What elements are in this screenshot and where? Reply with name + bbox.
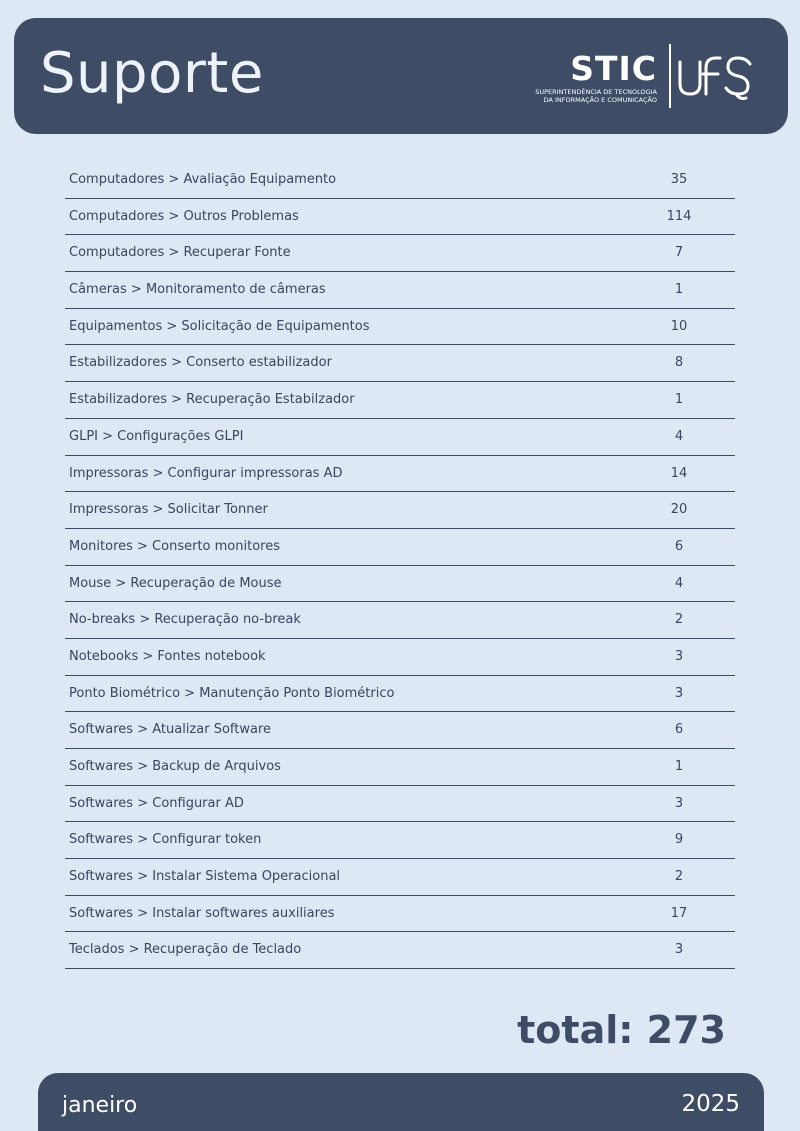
table-row <box>65 676 735 713</box>
row-count-value: 4 <box>674 428 684 444</box>
row-count-value: 3 <box>674 795 684 811</box>
row-count-value: 7 <box>674 245 684 261</box>
footer-banner <box>38 1073 764 1131</box>
row-count-value: 6 <box>674 722 684 738</box>
row-count-value: 10 <box>670 318 688 334</box>
row-category-label: No-breaks > Recuperação no-break <box>69 612 301 628</box>
table-row <box>65 235 735 272</box>
row-category-label: Softwares > Configurar token <box>69 832 262 848</box>
row-count-value: 35 <box>670 172 688 187</box>
row-category-label: Softwares > Instalar Sistema Operacional <box>69 869 341 885</box>
table-row <box>65 639 735 676</box>
row-count-value: 6 <box>674 538 684 554</box>
table-row <box>65 859 735 896</box>
footer-year: 2025 <box>681 1091 740 1117</box>
row-category-label: Monitores > Conserto monitores <box>69 538 280 554</box>
table-row <box>65 272 735 309</box>
support-table <box>65 162 735 969</box>
row-category-label: Softwares > Configurar AD <box>69 795 244 811</box>
row-category-label: Softwares > Backup de Arquivos <box>69 759 281 774</box>
table-row <box>65 199 735 236</box>
row-count-value: 17 <box>670 905 688 921</box>
table-row <box>65 456 735 493</box>
row-count-value: 20 <box>670 502 688 518</box>
logo-divider <box>669 44 671 108</box>
row-category-label: Softwares > Atualizar Software <box>69 722 272 738</box>
row-count-value: 1 <box>674 282 684 298</box>
row-category-label: Teclados > Recuperação de Teclado <box>69 942 302 958</box>
table-row <box>65 786 735 823</box>
row-category-label: Estabilizadores > Recuperação Estabilzador <box>69 392 355 408</box>
table-row <box>65 932 735 969</box>
row-category-label: Impressoras > Solicitar Tonner <box>69 502 268 518</box>
row-category-label: Câmeras > Monitoramento de câmeras <box>69 282 326 298</box>
row-category-label: Impressoras > Configurar impressoras AD <box>69 465 343 481</box>
row-count-value: 1 <box>674 759 684 774</box>
stic-logo-subtitle: SUPERINTENDÊNCIA DE TECNOLOGIA DA INFORMAÇÃO E COMUNICAÇÃO <box>535 88 657 104</box>
table-row <box>65 602 735 639</box>
ufs-logo-icon <box>676 48 760 104</box>
table-row <box>65 309 735 346</box>
table-row <box>65 162 735 199</box>
row-category-label: Computadores > Recuperar Fonte <box>69 245 291 261</box>
page-title: Suporte <box>40 41 264 106</box>
table-row <box>65 419 735 456</box>
total-count: total: 273 <box>517 1008 726 1052</box>
row-count-value: 114 <box>666 208 692 224</box>
table-row <box>65 566 735 603</box>
table-row <box>65 749 735 786</box>
row-category-label: Equipamentos > Solicitação de Equipamentos <box>69 318 370 334</box>
row-category-label: Computadores > Outros Problemas <box>69 208 299 224</box>
row-count-value: 3 <box>674 648 684 664</box>
table-row <box>65 492 735 529</box>
row-category-label: Ponto Biométrico > Manutenção Ponto Biométrico <box>69 685 395 701</box>
row-count-value: 2 <box>674 869 684 885</box>
stic-ufs-logo <box>535 42 760 112</box>
row-category-label: GLPI > Configurações GLPI <box>69 428 244 444</box>
row-count-value: 3 <box>674 685 684 701</box>
stic-logo-text: STIC <box>570 49 657 88</box>
row-category-label: Softwares > Instalar softwares auxiliares <box>69 905 335 921</box>
row-category-label: Mouse > Recuperação de Mouse <box>69 575 282 591</box>
row-count-value: 14 <box>670 465 688 481</box>
table-row <box>65 529 735 566</box>
row-count-value: 3 <box>674 942 684 958</box>
footer-month: janeiro <box>62 1093 138 1118</box>
table-row <box>65 345 735 382</box>
row-category-label: Notebooks > Fontes notebook <box>69 648 266 664</box>
row-category-label: Computadores > Avaliação Equipamento <box>69 172 337 187</box>
row-category-label: Estabilizadores > Conserto estabilizador <box>69 355 332 371</box>
header-banner <box>14 18 788 134</box>
table-row <box>65 896 735 933</box>
table-row <box>65 822 735 859</box>
row-count-value: 2 <box>674 612 684 628</box>
row-count-value: 1 <box>674 392 684 408</box>
row-count-value: 9 <box>674 832 684 848</box>
row-count-value: 8 <box>674 355 684 371</box>
table-row <box>65 382 735 419</box>
row-count-value: 4 <box>674 575 684 591</box>
table-row <box>65 712 735 749</box>
